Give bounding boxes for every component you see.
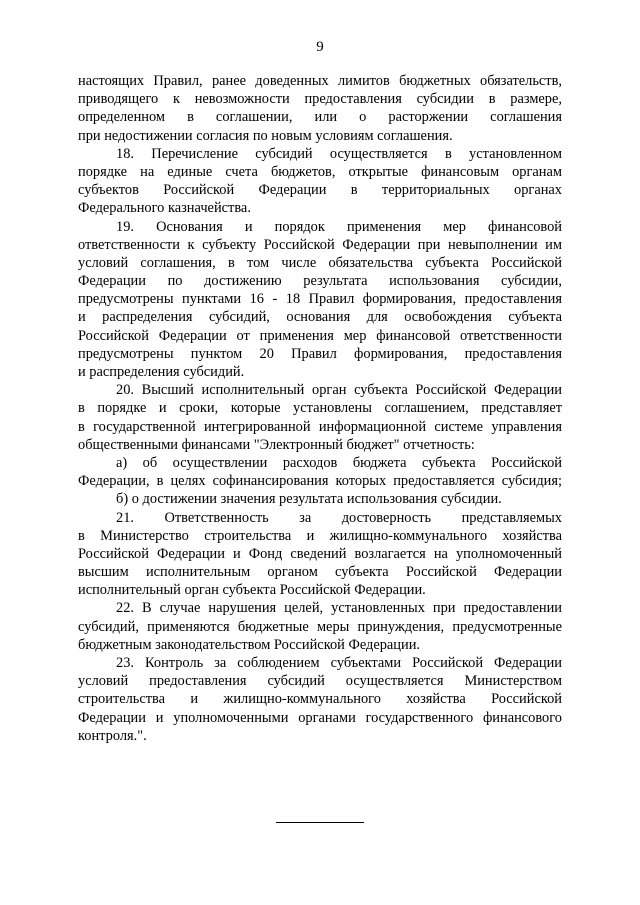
text-line: высшим исполнительным органом субъекта Российской Федерации: [78, 564, 562, 581]
text-line: Федерации по достижению результата использования субсидии,: [78, 273, 562, 290]
text-line: контроля.".: [78, 727, 147, 744]
text-line: 22. В случае нарушения целей, установленных при предоставлении: [116, 600, 562, 617]
text-line: бюджетным законодательством Российской Федерации.: [78, 636, 421, 653]
text-line: общественными финансами "Электронный бюджет" отчетность:: [78, 436, 475, 453]
text-line: и распределения субсидий, основания для освобождения субъекта: [78, 309, 562, 326]
text-line: ответственности к субъекту Российской Федерации при невыполнении им: [78, 236, 562, 253]
text-line: субсидий, применяются бюджетные меры принуждения, предусмотренные: [78, 618, 562, 635]
text-line: порядке на единые счета бюджетов, открытые финансовым органам: [78, 163, 562, 180]
text-line: 19. Основания и порядок применения мер финансовой: [116, 218, 562, 235]
text-line: определенном в соглашении, или о расторжении соглашения: [78, 109, 562, 126]
text-line: и распределения субсидий.: [78, 364, 245, 380]
text-line: б) о достижении значения результата использования субсидии.: [116, 491, 502, 508]
text-line: Федерального казначейства.: [78, 200, 251, 217]
text-line: при недостижении согласия по новым условиям соглашения.: [78, 127, 453, 144]
text-line: настоящих Правил, ранее доведенных лимитов бюджетных обязательств,: [78, 73, 562, 89]
text-line: приводящего к невозможности предоставления субсидии в размере,: [78, 91, 562, 108]
text-line: а) об осуществлении расходов бюджета субъекта Российской: [116, 454, 562, 471]
text-line: субъектов Российской Федерации в территориальных органах: [78, 182, 562, 199]
text-line: в государственной интегрированной информационной системе управления: [78, 418, 562, 435]
text-line: условий соглашения, в том числе обязательства субъекта Российской: [78, 254, 562, 271]
text-line: исполнительный орган субъекта Российской Федерации.: [78, 582, 426, 599]
text-line: в Министерство строительства и жилищно-коммунального хозяйства: [78, 527, 562, 544]
text-line: Российской Федерации и Фонд сведений возлагается на уполномоченный: [78, 545, 562, 562]
text-line: предусмотрены пунктами 16 - 18 Правил формирования, предоставления: [78, 291, 562, 308]
text-line: предусмотрены пунктом 20 Правил формирования, предоставления: [78, 345, 562, 362]
text-line: Российской Федерации от применения мер финансовой ответственности: [78, 327, 562, 344]
text-line: 20. Высший исполнительный орган субъекта Российской Федерации: [116, 382, 562, 399]
text-line: Федерации и уполномоченными органами государственного финансового: [78, 709, 562, 726]
document-body: [78, 72, 562, 745]
text-line: 21. Ответственность за достоверность представляемых: [116, 509, 562, 526]
page-number: 9: [316, 39, 324, 55]
text-line: Федерации, в целях софинансирования которых предоставляется субсидия;: [78, 473, 562, 490]
text-line: в порядке и сроки, которые установлены соглашением, представляет: [78, 400, 562, 417]
text-line: строительства и жилищно-коммунального хозяйства Российской: [78, 691, 562, 708]
text-line: 23. Контроль за соблюдением субъектами Российской Федерации: [116, 655, 562, 671]
text-line: 18. Перечисление субсидий осуществляется в установленном: [116, 145, 562, 162]
end-separator-line: [276, 822, 364, 823]
text-line: условий предоставления субсидий осуществляется Министерством: [78, 673, 562, 690]
